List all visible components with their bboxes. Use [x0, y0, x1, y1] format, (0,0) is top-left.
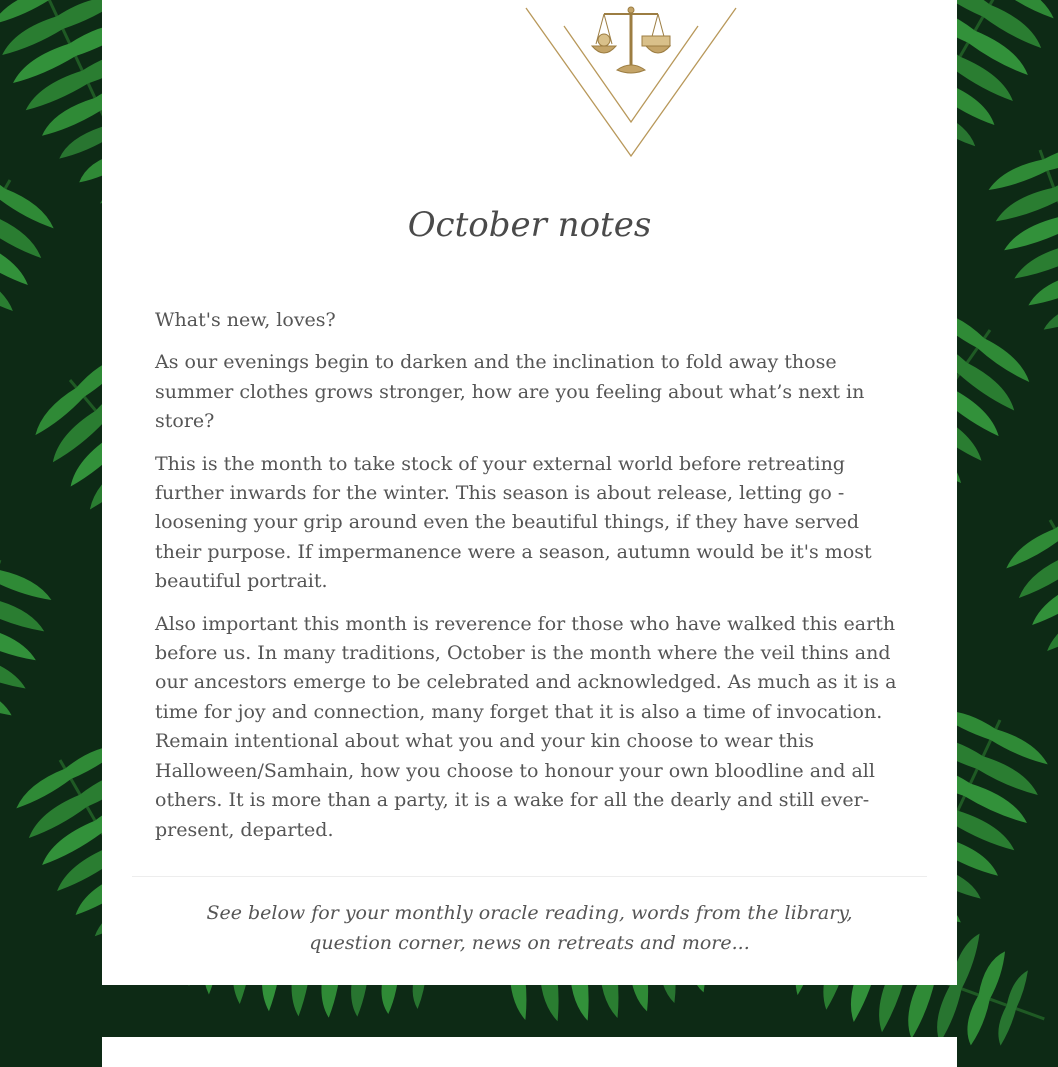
section-divider: [132, 876, 927, 877]
footer-note: [142, 898, 917, 958]
letter-body: [155, 306, 911, 858]
scales-of-justice-logo: [512, 0, 752, 165]
footer-note-line: See below for your monthly oracle reading, words from the library,: [206, 902, 853, 924]
page-title: October notes: [407, 205, 652, 245]
next-section-card: [102, 1037, 957, 1067]
body-paragraph: Also important this month is reverence for those who have walked this earth before us. In many traditions, October is the month where the veil thins and our ancestors emerge to be celebrated and acknowledged. As much as it is a time for joy and connection, many forget that it is also a time of invocation. Remain intentional about what you and your kin choose to wear this Halloween/Samhain, how you choose to honour your own bloodline and all others. It is more than a party, it is a wake for all the dearly and still ever-present, departed.: [155, 612, 897, 841]
greeting-paragraph: What's new, loves?: [155, 309, 336, 331]
newsletter-card: [102, 0, 957, 985]
body-paragraph: As our evenings begin to darken and the inclination to fold away those summer clothes grows stronger, how are you feeling about what’s next in store?: [155, 351, 865, 433]
footer-note-line: question corner, news on retreats and more...: [309, 932, 750, 954]
body-paragraph: This is the month to take stock of your external world before retreating further inwards for the winter. This season is about release, letting go - loosening your grip around even the beautiful things, if they have served their purpose. If impermanence were a season, autumn would be it's most beautiful portrait.: [155, 452, 872, 593]
